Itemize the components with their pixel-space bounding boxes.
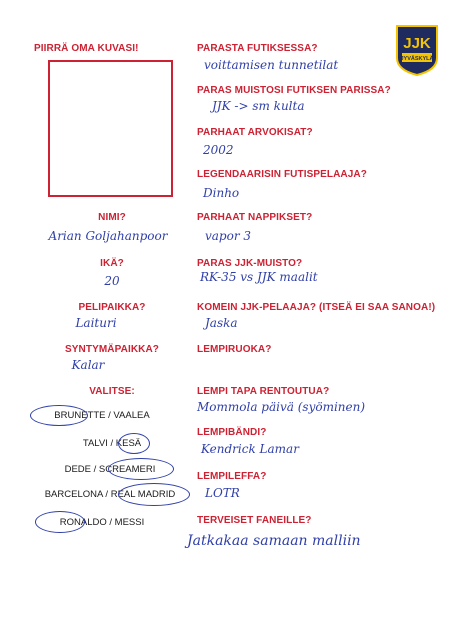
draw-title: PIIRRÄ OMA KUVASI! — [34, 43, 139, 54]
choice-player: RONALDO / MESSI — [59, 517, 145, 528]
player-label: KOMEIN JJK-PELAAJA? (ITSEÄ EI SAA SANOA!) — [197, 302, 436, 313]
photo-frame[interactable] — [48, 60, 173, 197]
band-answer: Kendrick Lamar — [201, 442, 299, 456]
games-label: PARHAAT ARVOKISAT? — [197, 127, 313, 138]
name-label: NIMI? — [98, 212, 126, 223]
relax-answer: Mommola päivä (syöminen) — [197, 400, 366, 414]
movie-label: LEMPILEFFA? — [197, 471, 267, 482]
greetings-label: TERVEISET FANEILLE? — [197, 515, 312, 526]
memory-label: PARAS MUISTOSI FUTIKSEN PARISSA? — [197, 85, 391, 96]
best-in-football-label: PARASTA FUTIKSESSA? — [197, 43, 318, 54]
player-answer: Jaska — [205, 316, 238, 330]
choice-club: BARCELONA / REAL MADRID — [44, 489, 176, 500]
food-label: LEMPIRUOKA? — [197, 344, 272, 355]
logo-subtext: JYVÄSKYLÄ — [400, 56, 434, 62]
age-label: IKÄ? — [100, 258, 124, 269]
best-in-football-answer: voittamisen tunnetilat — [204, 58, 339, 72]
age-answer: 20 — [104, 274, 120, 288]
relax-label: LEMPI TAPA RENTOUTUA? — [197, 386, 330, 397]
greetings-answer: Jatkakaa samaan malliin — [187, 533, 361, 549]
position-label: PELIPAIKKA? — [78, 302, 146, 313]
position-answer: Laituri — [75, 316, 117, 330]
legend-label: LEGENDAARISIN FUTISPELAAJA? — [197, 169, 367, 180]
choice-hair: BRUNETTE / VAALEA — [54, 410, 150, 421]
choice-season: TALVI / KESÄ — [82, 438, 142, 449]
birthplace-answer: Kalar — [71, 358, 105, 372]
jjk-logo — [393, 24, 441, 76]
jjk-memory-label: PARAS JJK-MUISTO? — [197, 258, 303, 269]
boots-answer: vapor 3 — [205, 229, 252, 243]
memory-answer: JJK -> sm kulta — [212, 99, 305, 113]
choose-label: VALITSE: — [89, 386, 135, 397]
games-answer: 2002 — [203, 143, 234, 157]
birthplace-label: SYNTYMÄPAIKKA? — [65, 344, 159, 355]
band-label: LEMPIBÄNDI? — [197, 427, 267, 438]
boots-label: PARHAAT NAPPIKSET? — [197, 212, 313, 223]
jjk-memory-answer: RK-35 vs JJK maalit — [200, 270, 318, 284]
name-answer: Arian Goljahanpoor — [48, 229, 168, 243]
movie-answer: LOTR — [205, 486, 240, 500]
legend-answer: Dinho — [203, 186, 240, 200]
choice-goal: DEDE / SCREAMERI — [64, 464, 156, 475]
logo-text: JJK — [403, 35, 431, 52]
